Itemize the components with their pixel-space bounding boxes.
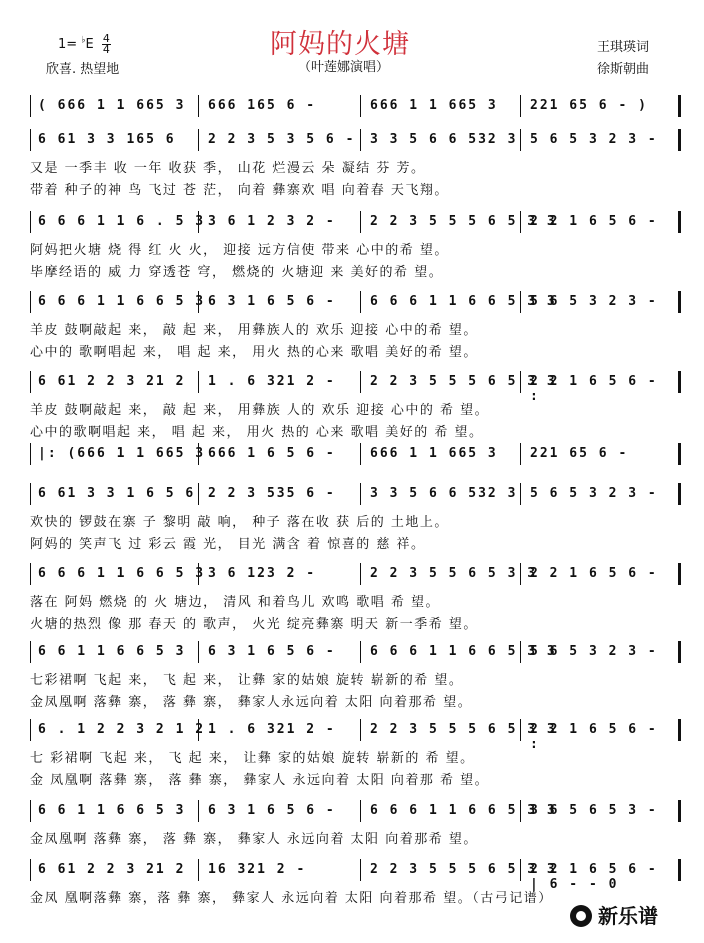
barline xyxy=(360,563,361,585)
lyric-line: 心中的歌啊唱起 来， 唱 起 来， 用火 热的 心来 歌唱 美好的 希 望。 xyxy=(30,425,484,440)
lyric-line: 落在 阿妈 燃烧 的 火 塘边， 清风 和着鸟儿 欢鸣 歌唱 希 望。 xyxy=(30,595,440,610)
key-signature: 1= ♭E $\frac{4}{4}$ xyxy=(58,32,110,56)
measure-notes: 6 6 6 1 1 6 6 5 3 xyxy=(38,294,206,309)
measure-notes: 3 6 123 2 - xyxy=(208,566,317,581)
measure-notes: 5 6 5 3 2 3 - xyxy=(530,644,658,659)
measure-notes: 221 65 6 - xyxy=(530,446,629,461)
measure-notes: 2 2 3 5 5 5 6 5 3 3 xyxy=(370,374,557,389)
notation-row xyxy=(30,803,674,819)
barline xyxy=(198,95,199,117)
lyric-line: 金凤 凰啊落彝 寨，落 彝 寨， 彝家人 永远向着 太阳 向着那希 望。（古弓记谱） xyxy=(30,891,553,906)
barline xyxy=(360,211,361,233)
composer-credit: 徐斯朝曲 xyxy=(597,62,650,77)
notation-row xyxy=(30,214,674,230)
lyric-line: 阿妈把火塘 烧 得 红 火 火， 迎接 远方信使 带来 心中的希 望。 xyxy=(30,243,449,258)
barline xyxy=(678,443,681,465)
notation-row xyxy=(30,374,674,404)
measure-notes: 2 2 3 535 6 - xyxy=(208,486,336,501)
notation-row xyxy=(30,722,674,752)
barline xyxy=(678,371,681,393)
measure-notes: 2 2 1 6 5 6 - xyxy=(530,566,658,581)
measure-notes: 2 2 3 5 5 6 5 3 3 xyxy=(370,566,538,581)
barline xyxy=(360,129,361,151)
measure-notes: 6 6 6 1 1 6 6 5 3 3 xyxy=(370,294,557,309)
barline xyxy=(678,800,681,822)
logo-disc-icon xyxy=(570,905,592,927)
measure-notes: 2 2 1 6 5 6 - xyxy=(530,214,658,229)
measure-notes: 3 3 5 6 6 532 3 xyxy=(370,486,518,501)
notation-row xyxy=(30,486,674,502)
measure-notes: 2 2 3 5 3 5 6 - xyxy=(208,132,356,147)
measure-notes: 1 . 6 321 2 - xyxy=(208,722,336,737)
barline xyxy=(30,371,31,393)
time-signature: $\frac{4}{4}$ xyxy=(102,32,110,56)
lyric-line: 带着 种子的神 鸟 飞过 苍 茫， 向着 彝寨欢 唱 向着春 天飞翔。 xyxy=(30,183,449,198)
barline xyxy=(198,800,199,822)
notation-row xyxy=(30,98,674,114)
barline xyxy=(360,371,361,393)
notation-row xyxy=(30,644,674,660)
barline xyxy=(520,483,521,505)
barline xyxy=(678,641,681,663)
barline xyxy=(360,719,361,741)
lyric-line: 火塘的热烈 像 那 春天 的 歌声， 火光 绽亮彝寨 明天 新一季希 望。 xyxy=(30,617,478,632)
measure-notes: 3 6 1 2 3 2 - xyxy=(208,214,336,229)
barline xyxy=(520,95,521,117)
measure-notes: 6 61 2 2 3 21 2 xyxy=(38,374,186,389)
barline xyxy=(30,443,31,465)
notation-row xyxy=(30,132,674,148)
measure-notes: 2 2 1 6 5 6 - | 6 - - 0 xyxy=(530,862,658,892)
barline xyxy=(678,95,681,117)
lyric-line: 七彩裙啊 飞起 来， 飞 起 来， 让彝 家的姑娘 旋转 崭新的希 望。 xyxy=(30,673,464,688)
measure-notes: 6 6 1 1 6 6 5 3 xyxy=(38,644,186,659)
barline xyxy=(520,129,521,151)
barline xyxy=(30,859,31,881)
measure-notes: ( 666 1 1 665 3 xyxy=(38,98,186,113)
measure-notes: 666 1 1 665 3 xyxy=(370,98,498,113)
barline xyxy=(360,483,361,505)
lyric-line: 金 凤凰啊 落彝 寨， 落 彝 寨， 彝家人 永远向着 太阳 向着那 希 望。 xyxy=(30,773,490,788)
notation-row xyxy=(30,566,674,582)
song-title: 阿妈的火塘 xyxy=(270,29,410,60)
measure-notes: 6 6 1 1 6 6 5 3 xyxy=(38,803,186,818)
measure-notes: 6 3 1 6 5 6 - xyxy=(208,803,336,818)
notation-row xyxy=(30,294,674,310)
measure-notes: 6 3 1 6 5 6 - xyxy=(208,294,336,309)
notation-row xyxy=(30,862,674,892)
lyric-line: 金凤凰啊 落彝 寨， 落 彝 寨， 彝家人永远向着 太阳 向着那希 望。 xyxy=(30,695,473,710)
measure-notes: 6 6 6 1 1 6 . 5 3 xyxy=(38,214,206,229)
lyric-line: 阿妈的 笑声飞 过 彩云 霞 光， 目光 满含 着 惊喜的 慈 祥。 xyxy=(30,537,426,552)
measure-notes: 6 6 6 1 1 6 6 5 3 xyxy=(38,566,206,581)
measure-notes: 2 2 3 5 5 5 6 5 3 3 xyxy=(370,214,557,229)
barline xyxy=(360,443,361,465)
measure-notes: 6 61 2 2 3 21 2 xyxy=(38,862,186,877)
mood-marking: 欣喜. 热望地 xyxy=(46,62,120,77)
measure-notes: 6 3 1 6 5 6 - xyxy=(208,644,336,659)
measure-notes: 666 165 6 - xyxy=(208,98,317,113)
barline xyxy=(678,211,681,233)
lyric-line: 又是 一季丰 收 一年 收获 季， 山花 烂漫云 朵 凝结 芬 芳。 xyxy=(30,161,426,176)
barline xyxy=(198,371,199,393)
barline xyxy=(520,443,521,465)
singer-credit: （叶莲娜演唱） xyxy=(298,60,390,75)
measure-notes: 6 6 6 1 1 6 6 5 3 3 xyxy=(370,803,557,818)
lyric-line: 七 彩裙啊 飞起 来， 飞 起 来， 让彝 家的姑娘 旋转 崭新的 希 望。 xyxy=(30,751,475,766)
measure-notes: 1 . 6 321 2 - xyxy=(208,374,336,389)
lyric-line: 金凤凰啊 落彝 寨， 落 彝 寨， 彝家人 永远向着 太阳 向着那希 望。 xyxy=(30,832,478,847)
barline xyxy=(30,129,31,151)
barline xyxy=(678,129,681,151)
lyric-line: 心中的 歌啊唱起 来， 唱 起 来， 用火 热的心来 歌唱 美好的希 望。 xyxy=(30,345,478,360)
barline xyxy=(678,719,681,741)
lyric-line: 羊皮 鼓啊敲起 来， 敲 起 来， 用彝族 人的 欢乐 迎接 心中的 希 望。 xyxy=(30,403,490,418)
barline xyxy=(360,291,361,313)
measure-notes: 2 2 3 5 5 5 6 5 3 3 xyxy=(370,722,557,737)
barline xyxy=(30,291,31,313)
barline xyxy=(360,641,361,663)
measure-notes: 3 6 5 6 5 3 - xyxy=(530,803,658,818)
barline xyxy=(198,129,199,151)
barline xyxy=(30,563,31,585)
measure-notes: 5 6 5 3 2 3 - xyxy=(530,294,658,309)
barline xyxy=(30,95,31,117)
lyric-line: 欢快的 锣鼓在寨 子 黎明 敲 响， 种子 落在收 获 后的 土地上。 xyxy=(30,515,449,530)
lyricist-credit: 王琪瑛词 xyxy=(597,40,650,55)
lyric-line: 毕摩经语的 威 力 穿透苍 穹， 燃烧的 火塘迎 来 美好的希 望。 xyxy=(30,265,444,280)
measure-notes: 2 2 3 5 5 5 6 5 3 3 xyxy=(370,862,557,877)
measure-notes: 5 6 5 3 2 3 - xyxy=(530,132,658,147)
measure-notes: 16 321 2 - xyxy=(208,862,307,877)
measure-notes: 666 1 1 665 3 xyxy=(370,446,498,461)
barline xyxy=(198,641,199,663)
measure-notes: 5 6 5 3 2 3 - xyxy=(530,486,658,501)
barline xyxy=(360,95,361,117)
measure-notes: 666 1 6 5 6 - xyxy=(208,446,336,461)
measure-notes: 6 61 3 3 165 6 xyxy=(38,132,176,147)
barline xyxy=(198,483,199,505)
barline xyxy=(360,859,361,881)
notation-row xyxy=(30,446,674,462)
flat-sign: ♭ xyxy=(81,35,86,46)
barline xyxy=(678,563,681,585)
lyric-line: 羊皮 鼓啊敲起 来， 敲 起 来， 用彝族人的 欢乐 迎接 心中的希 望。 xyxy=(30,323,478,338)
barline xyxy=(678,483,681,505)
measure-notes: 6 61 3 3 1 6 5 6 xyxy=(38,486,196,501)
barline xyxy=(30,800,31,822)
site-logo: 新乐谱 xyxy=(570,900,658,929)
barline xyxy=(30,211,31,233)
measure-notes: |: (666 1 1 665 3 xyxy=(38,446,206,461)
barline xyxy=(678,291,681,313)
barline xyxy=(30,483,31,505)
measure-notes: 3 3 5 6 6 532 3 xyxy=(370,132,518,147)
barline xyxy=(30,719,31,741)
barline xyxy=(678,859,681,881)
measure-notes: 6 . 1 2 2 3 2 1 2 xyxy=(38,722,206,737)
measure-notes: 2 2 1 6 5 6 - : xyxy=(530,374,658,404)
barline xyxy=(30,641,31,663)
barline xyxy=(198,859,199,881)
measure-notes: 221 65 6 - ) xyxy=(530,98,648,113)
measure-notes: 6 6 6 1 1 6 6 5 3 3 xyxy=(370,644,557,659)
barline xyxy=(360,800,361,822)
measure-notes: 2 2 1 6 5 6 - : xyxy=(530,722,658,752)
